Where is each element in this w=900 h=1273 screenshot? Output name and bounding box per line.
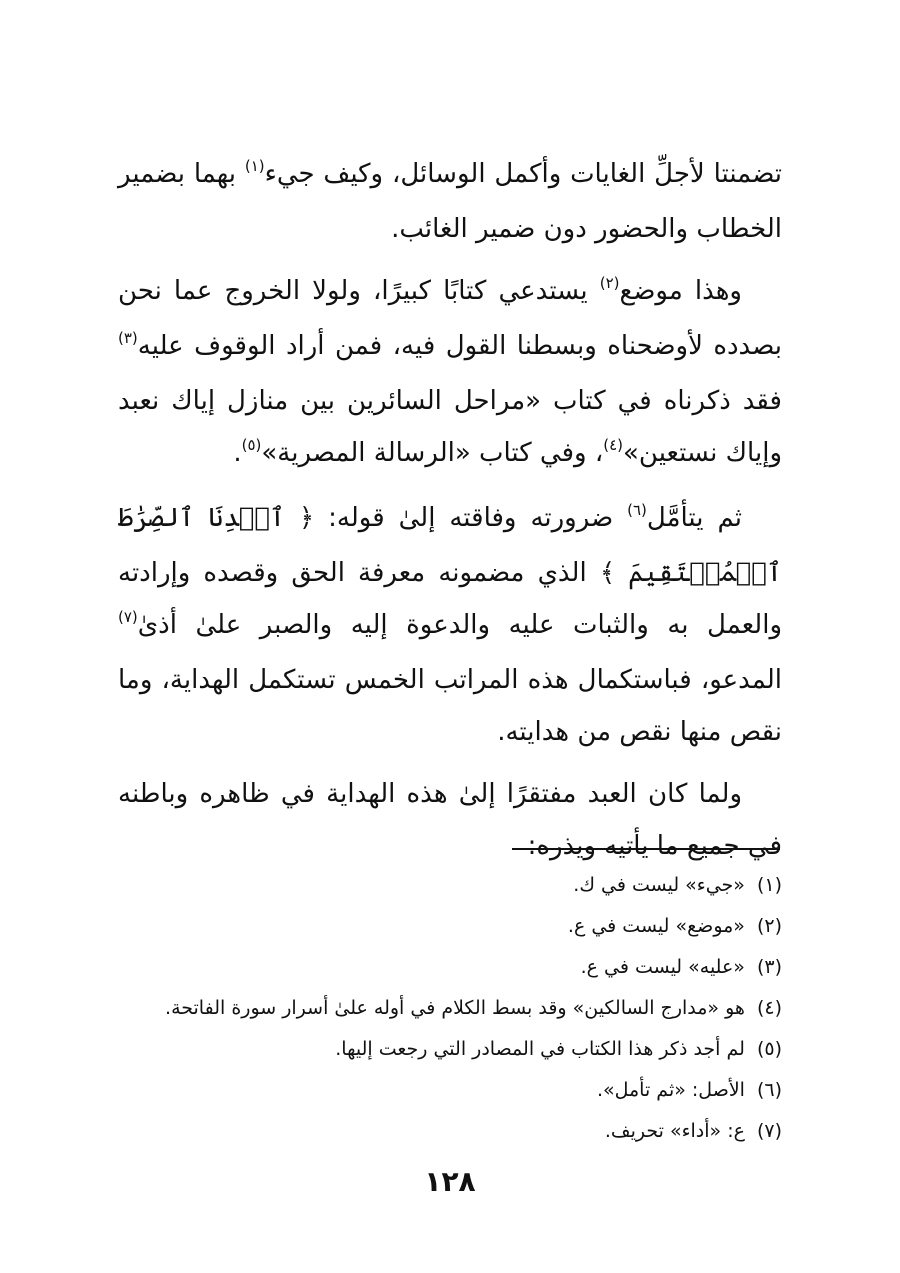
footnote-item xyxy=(118,1029,782,1070)
text-segment: ولما كان العبد مفتقرًا إلىٰ هذه الهداية في ظاهره وباطنه في جميع ما يأتيه ويذره: xyxy=(118,779,782,861)
quran-verse: ﴿ ٱهۡدِنَا ٱلصِّرَٰطَ ٱلۡمُسۡتَقِيمَ ﴾ xyxy=(118,503,782,588)
footnote-item xyxy=(118,865,782,906)
footnote-marker: (٦) xyxy=(627,501,647,519)
footnote-text: ع: «أداء» تحريف. xyxy=(604,1120,745,1142)
text-segment: ثم يتأمَّل xyxy=(646,503,743,533)
text-segment: فقد ذكرناه في كتاب «مراحل السائرين بين منازل إياك نعبد وإياك نستعين» xyxy=(118,386,782,468)
footnote-marker: (٥) xyxy=(241,436,262,454)
footnote-item xyxy=(118,1111,782,1152)
footnote-item xyxy=(118,1070,782,1111)
footnote-number: (٧) xyxy=(756,1120,782,1142)
text-segment: تضمنتا لأجلِّ الغايات وأكمل الوسائل، وكيف جيء xyxy=(264,159,782,189)
paragraph xyxy=(118,265,782,482)
footnote-marker: (٣) xyxy=(118,329,138,347)
footnote-marker: (١) xyxy=(244,157,265,175)
footnote-text: «عليه» ليست في ع. xyxy=(580,956,745,978)
footnote-number: (٢) xyxy=(756,915,782,937)
footnote-marker: (٢) xyxy=(599,274,620,292)
footnote-marker: (٧) xyxy=(118,608,138,626)
text-segment: يستدعي كتابًا كبيرًا، ولولا الخروج عما نحن بصدده لأوضحناه وبسطنا القول فيه، فمن أراد الوقوف عليه xyxy=(118,276,782,361)
footnote-item xyxy=(118,988,782,1029)
footnote-number: (٥) xyxy=(756,1038,782,1060)
footnote-number: (٣) xyxy=(756,956,782,978)
text-segment: . xyxy=(233,438,242,468)
footnotes xyxy=(118,865,782,1152)
footnote-text: الأصل: «ثم تأمل». xyxy=(596,1079,745,1101)
footnote-number: (١) xyxy=(756,874,782,896)
footnote-number: (٤) xyxy=(756,997,782,1019)
footnote-number: (٦) xyxy=(756,1079,782,1101)
footnote-text: هو «مدارج السالكين» وقد بسط الكلام في أوله علىٰ أسرار سورة الفاتحة. xyxy=(165,997,745,1019)
footnote-item xyxy=(118,947,782,988)
footnote-text: «جيء» ليست في ك. xyxy=(573,874,745,896)
text-segment: ، وفي كتاب «الرسالة المصرية» xyxy=(261,438,604,468)
footnote-marker: (٤) xyxy=(603,436,623,454)
text-segment: المدعو، فباستكمال هذه المراتب الخمس تستكمل الهداية، وما نقص منها نقص من هدايته. xyxy=(118,665,782,747)
footnote-separator xyxy=(512,848,780,850)
footnote-text: لم أجد ذكر هذا الكتاب في المصادر التي رجعت إليها. xyxy=(335,1038,745,1060)
text-segment: الذي مضمونه معرفة الحق وقصده وإرادته والعمل به والثبات عليه والدعوة إليه والصبر علىٰ أذىٰ xyxy=(118,558,782,640)
paragraph xyxy=(118,768,782,872)
paragraph xyxy=(118,148,782,255)
paragraph xyxy=(118,492,782,758)
page-number: ١٢٨ xyxy=(424,1165,476,1198)
text-segment: وهذا موضع xyxy=(619,276,742,306)
text-segment: بهما بضمير الخطاب والحضور دون ضمير الغائب. xyxy=(118,159,782,244)
text-segment: ضرورته وفاقته إلىٰ قوله: xyxy=(314,503,628,533)
main-text xyxy=(118,148,782,882)
footnote-item xyxy=(118,906,782,947)
footnote-text: «موضع» ليست في ع. xyxy=(567,915,745,937)
